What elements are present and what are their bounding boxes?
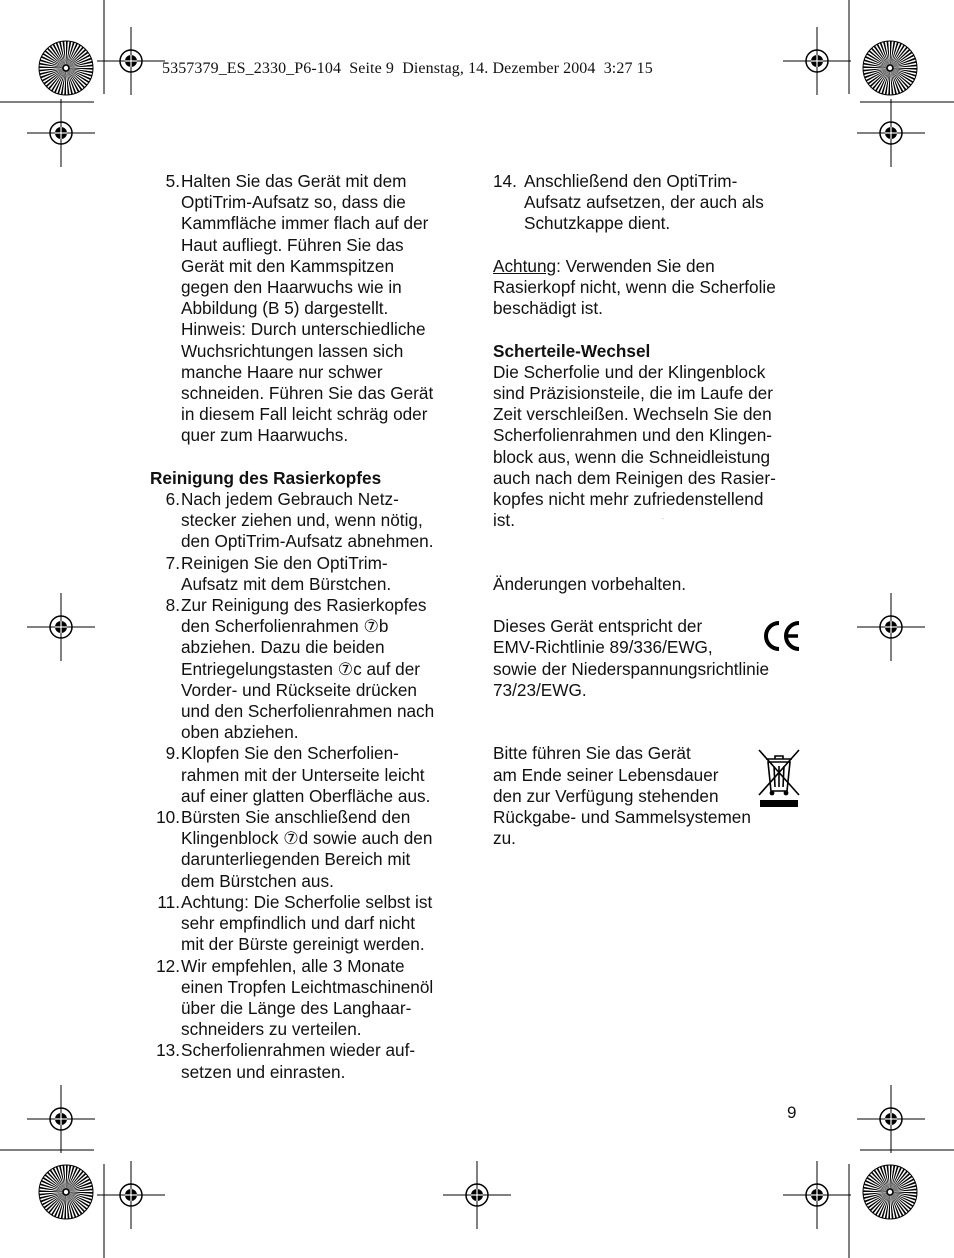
step-text: Wir empfehlen, alle 3 Monate einen Tropfen Leichtmaschinenöl über die Länge des Langhaar- schneiders zu verteilen.	[181, 955, 434, 1040]
registration-mark-icon	[856, 1084, 926, 1154]
registration-mark-icon	[96, 1160, 166, 1230]
step-text: Anschließend den OptiTrim- Aufsatz aufsetzen, der auch als Schutzkappe dient.	[524, 171, 764, 234]
color-calibration-icon	[36, 38, 96, 98]
step-text: Zur Reinigung des Rasierkopfes den Scherfolienrahmen ⑦b abziehen. Dazu die beiden Entriegelungstasten ⑦c auf der Vorder- und Rückseite drücken und den Scherfolienrahmen nach oben abziehen.	[181, 595, 435, 743]
step-number: 6.	[165, 489, 180, 510]
section-heading-parts: Scherteile-Wechsel	[493, 340, 651, 361]
step-number: 11.	[157, 891, 180, 912]
step-text: Nach jedem Gebrauch Netz- stecker ziehen und, wenn nötig, den OptiTrim-Aufsatz abnehmen.	[181, 489, 434, 552]
list-item	[150, 892, 470, 956]
step-text: Klopfen Sie den Scherfolien- rahmen mit der Unterseite leicht auf einer glatten Oberfläche aus.	[181, 743, 431, 806]
cleaning-steps	[150, 489, 470, 1083]
list-item	[493, 171, 813, 235]
list-item	[150, 553, 470, 595]
step-text: Halten Sie das Gerät mit dem OptiTrim-Aufsatz so, dass die Kammfläche immer flach auf der Haut aufliegt. Führen Sie das Gerät mit den Kammspitzen gegen den Haarwuchs wie in Abbildung (B 5) dargestellt. Hinweis: Durch unterschiedliche Wuchsrichtungen lassen sich manche Haare nur schwer schneiden. Führen Sie das Gerät in diesem Fall leicht schräg oder quer zum Haarwuchs.	[181, 171, 434, 446]
step-text: Reinigen Sie den OptiTrim- Aufsatz mit dem Bürstchen.	[181, 552, 392, 594]
color-calibration-icon	[36, 1162, 96, 1222]
registration-mark-icon	[782, 1160, 852, 1230]
registration-mark-icon	[26, 98, 96, 168]
step-number: 12.	[156, 955, 180, 976]
ce-mark-icon	[662, 519, 802, 653]
registration-mark-icon	[26, 592, 96, 662]
color-calibration-icon	[860, 38, 920, 98]
step-number: 13.	[156, 1040, 180, 1061]
step-number: 7.	[165, 552, 180, 573]
warning-paragraph	[493, 256, 813, 320]
print-slug: 5357379_ES_2330_P6-104 Seite 9 Dienstag, 14. Dezember 2004 3:27 15	[162, 60, 653, 77]
step-number: 10.	[156, 807, 180, 828]
list-item	[150, 489, 470, 553]
step-number: 14.	[493, 171, 517, 191]
parts-paragraph: Die Scherfolie und der Klingenblock sind Präzisionsteile, die im Laufe der Zeit verschleißen. Wechseln Sie den Scherfolienrahmen und den Klingen- block aus, wenn die Schneidleistung auch nach dem Reinigen des Rasier- kopfes nicht mehr zufriedenstellend ist.	[493, 361, 776, 531]
list-item	[150, 595, 470, 743]
step-text: Bürsten Sie anschließend den Klingenblock ⑦d sowie auch den darunterliegenden Bereich mit dem Bürstchen aus.	[181, 807, 433, 891]
section-heading-cleaning: Reinigung des Rasierkopfes	[150, 467, 382, 488]
registration-mark-icon	[856, 592, 926, 662]
ce-mark-text: CE	[662, 519, 664, 520]
disposal-paragraph: Bitte führen Sie das Gerät am Ende seiner Lebensdauer den zur Verfügung stehenden Rückgabe- und Sammelsystemen zu.	[493, 743, 751, 849]
list-item	[150, 956, 470, 1041]
registration-mark-icon	[442, 1160, 512, 1230]
registration-mark-icon	[26, 1084, 96, 1154]
conformity-paragraph: Dieses Gerät entspricht der EMV-Richtlinie 89/336/EWG, sowie der Niederspannungsrichtlinie 73/23/EWG.	[493, 616, 770, 700]
registration-mark-icon	[96, 26, 166, 96]
crossed-bin-icon	[756, 745, 802, 809]
step-number: 5.	[165, 171, 180, 191]
list-item	[150, 171, 470, 447]
final-step	[493, 171, 813, 235]
list-item	[150, 743, 470, 807]
step-number: 8.	[165, 595, 180, 616]
changes-note: Änderungen vorbehalten.	[493, 573, 687, 594]
page-number: 9	[787, 1103, 797, 1122]
step-text: Achtung: Die Scherfolie selbst ist sehr empfindlich und darf nicht mit der Bürste gereinigt werden.	[181, 891, 433, 955]
left-column	[150, 171, 470, 1083]
registration-mark-icon	[782, 26, 852, 96]
warning-text: : Verwenden Sie den Rasierkopf nicht, wenn die Scherfolie beschädigt ist.	[493, 255, 776, 319]
intro-steps	[150, 171, 470, 447]
registration-mark-icon	[856, 98, 926, 168]
step-number: 9.	[165, 743, 180, 764]
list-item	[150, 1040, 470, 1082]
color-calibration-icon	[860, 1162, 920, 1222]
list-item	[150, 807, 470, 892]
warning-label: Achtung	[493, 255, 557, 276]
step-text: Scherfolienrahmen wieder auf- setzen und einrasten.	[181, 1040, 416, 1082]
